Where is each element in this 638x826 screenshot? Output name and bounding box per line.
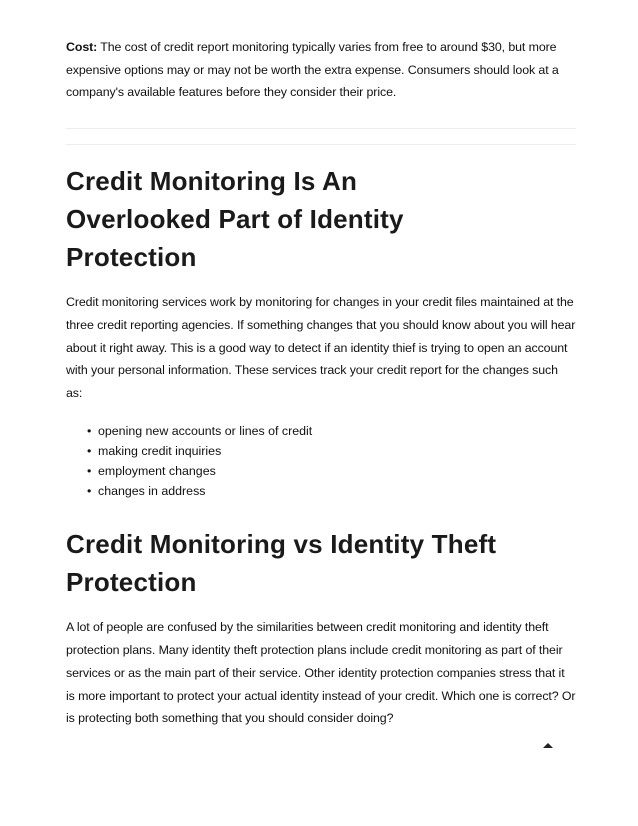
bullet-icon: • xyxy=(87,443,92,458)
list-item-text: employment changes xyxy=(98,464,216,479)
section2-paragraph: A lot of people are confused by the similarities between credit monitoring and identity theft protection plans. Many identity theft protection plans include credit monitoring as part of their services or as the main part of their service. Other identity protection companies stress that it is more important to protect your actual identity instead of your credit. Which one is correct? Or is protecting both something that you should consider doing? xyxy=(66,620,576,726)
section1-bullet-list xyxy=(66,421,576,502)
list-item-text: making credit inquiries xyxy=(98,443,222,458)
caret-up-icon[interactable] xyxy=(543,743,553,748)
list-item xyxy=(87,461,576,481)
bullet-icon: • xyxy=(87,484,92,499)
divider-top xyxy=(66,128,576,129)
cost-text: The cost of credit report monitoring typically varies from free to around $30, but more expensive options may or may not be worth the extra expense. Consumers should look at a company's available features before they consider their price. xyxy=(66,40,559,100)
list-item-text: opening new accounts or lines of credit xyxy=(98,423,313,438)
bullet-icon: • xyxy=(87,464,92,479)
cost-label: Cost: xyxy=(66,40,98,54)
list-item xyxy=(87,421,576,441)
cost-paragraph xyxy=(66,36,576,104)
divider-bottom xyxy=(66,144,576,145)
list-item xyxy=(87,441,576,461)
list-item xyxy=(87,481,576,501)
bullet-icon: • xyxy=(87,423,92,438)
section2-heading: Credit Monitoring vs Identity Theft Protection xyxy=(66,529,497,598)
list-item-text: changes in address xyxy=(98,484,206,499)
section1-paragraph: Credit monitoring services work by monitoring for changes in your credit files maintained at the three credit reporting agencies. If something changes that you should know about you will hear about it right away. This is a good way to detect if an identity thief is trying to open an account with your personal information. These services track your credit report for the changes such as: xyxy=(66,295,576,400)
section1-heading: Credit Monitoring Is An Overlooked Part of Identity Protection xyxy=(66,166,404,273)
document-page xyxy=(66,36,576,730)
